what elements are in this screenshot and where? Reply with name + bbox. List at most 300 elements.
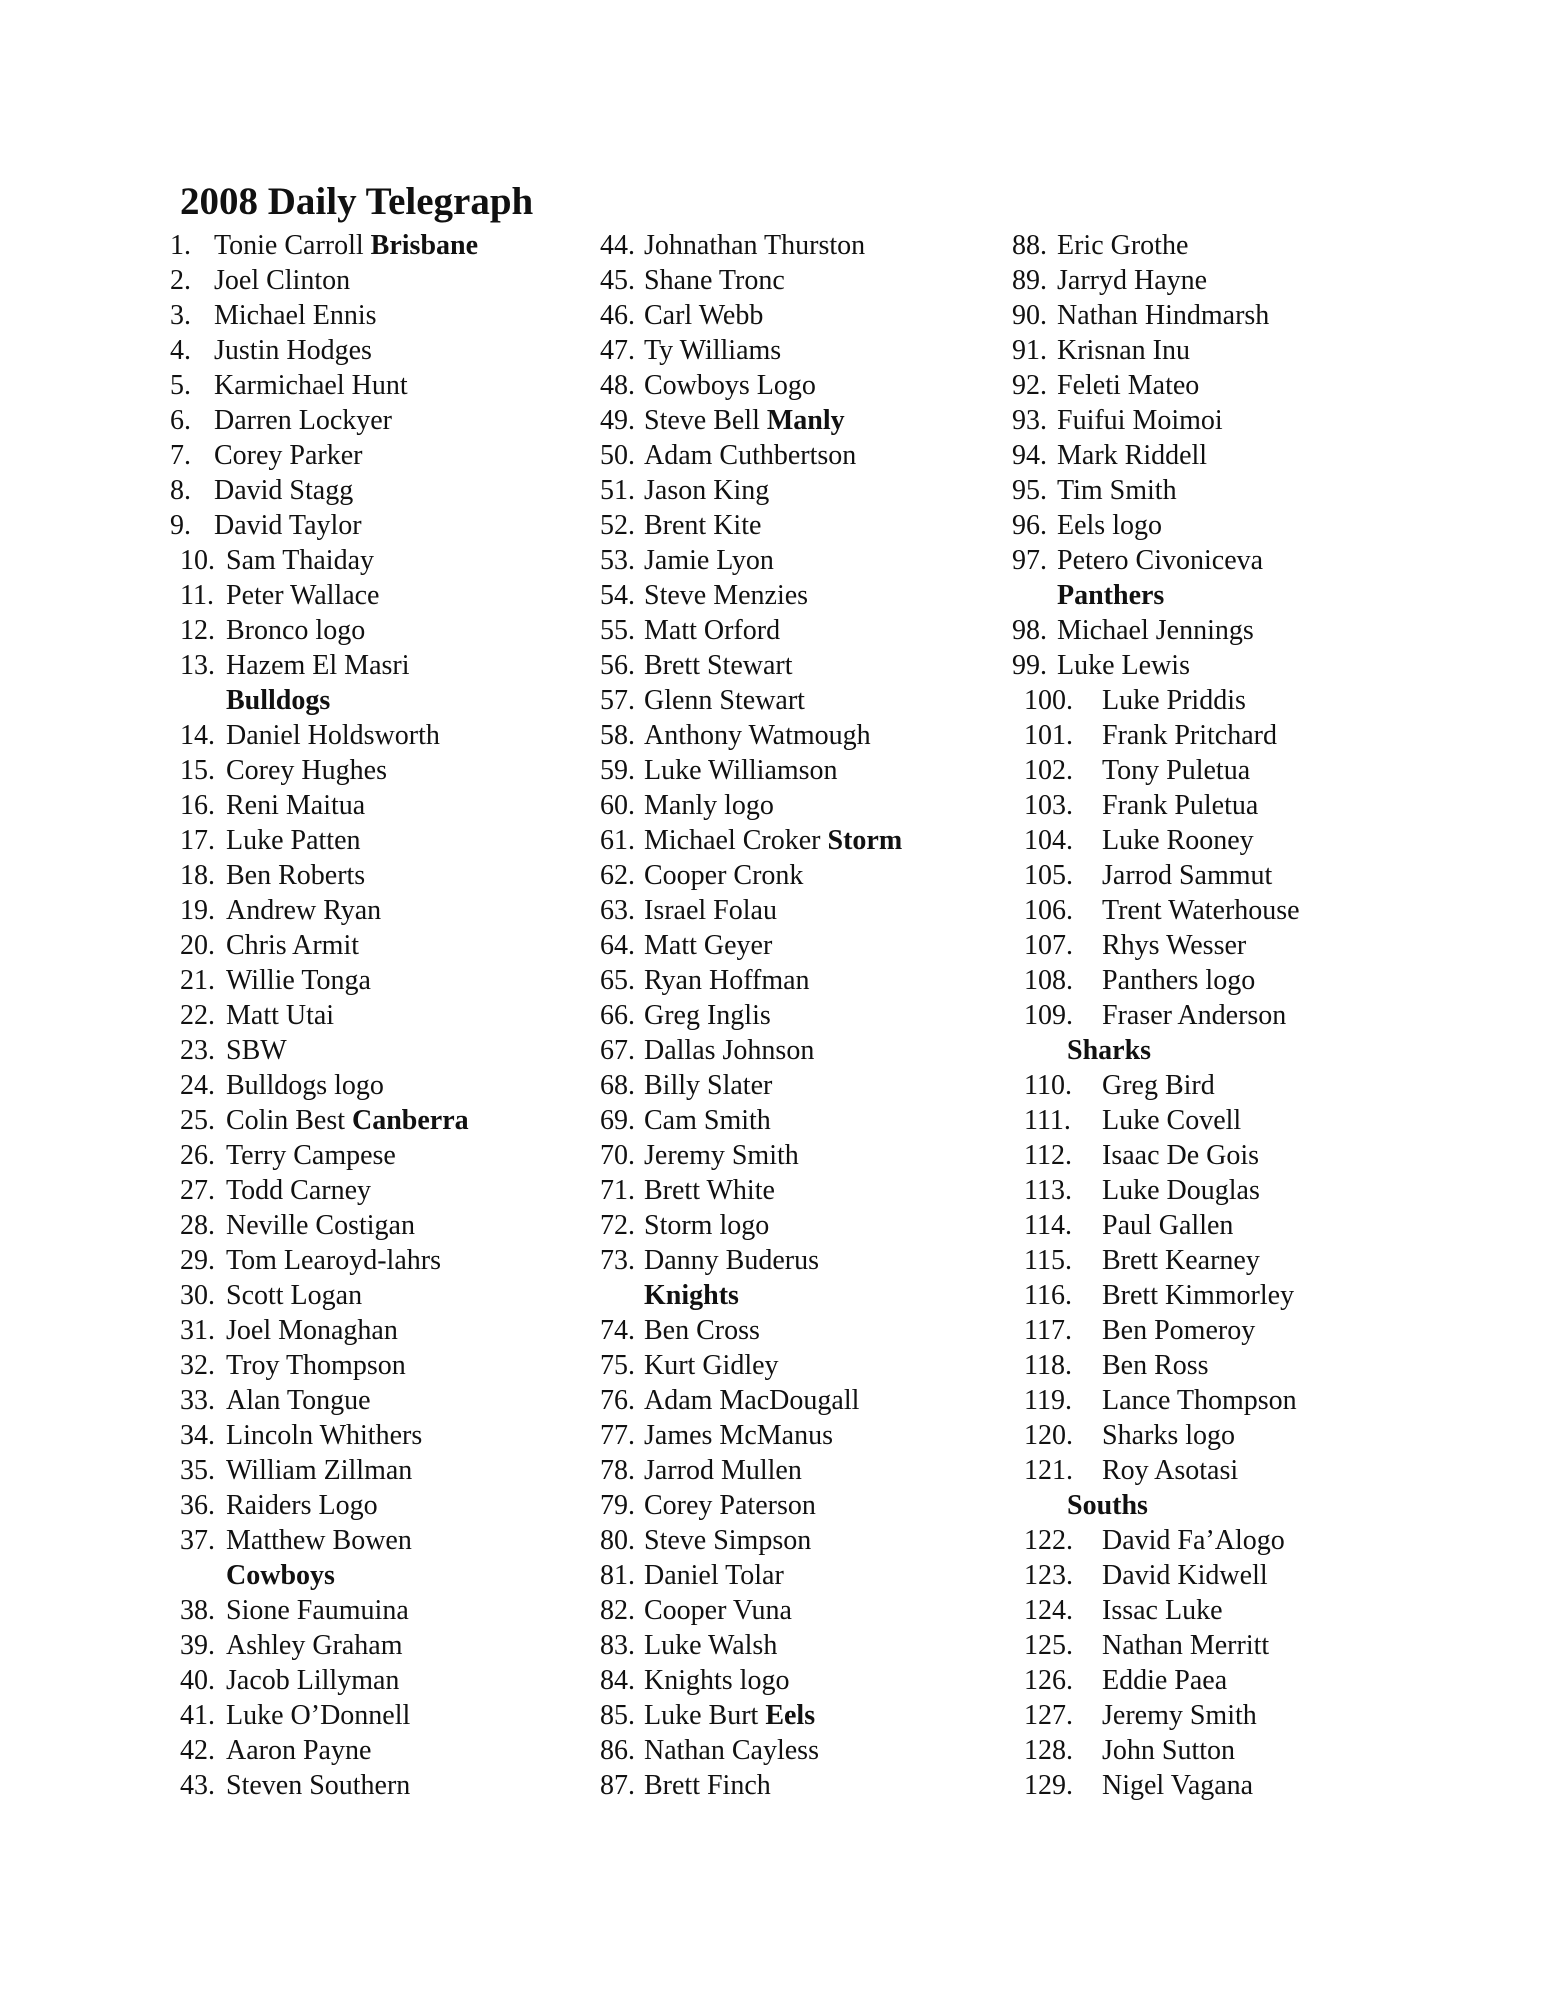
player-entry (644, 1523, 811, 1558)
list-item (1012, 263, 1442, 298)
player-name: Ashley Graham (226, 1630, 403, 1661)
item-number: 33. (180, 1385, 215, 1416)
item-number: 116. (1024, 1280, 1072, 1311)
list-item (160, 403, 560, 438)
player-entry (226, 1698, 410, 1733)
item-number: 29. (180, 1245, 215, 1276)
item-number: 34. (180, 1420, 215, 1451)
player-name: Michael Jennings (1057, 615, 1254, 646)
team-heading-label: Souths (1067, 1490, 1148, 1521)
list-item (160, 1103, 560, 1138)
player-name: Shane Tronc (644, 265, 785, 296)
list-item (590, 613, 1000, 648)
item-number: 114. (1024, 1210, 1072, 1241)
item-number: 20. (180, 930, 215, 961)
item-number: 111. (1024, 1105, 1071, 1136)
player-name: Frank Puletua (1102, 790, 1259, 821)
player-entry (214, 508, 362, 543)
player-entry (214, 438, 363, 473)
player-name: Anthony Watmough (644, 720, 871, 751)
player-entry (644, 1418, 833, 1453)
player-name: Jamie Lyon (644, 545, 774, 576)
player-name: Storm logo (644, 1210, 770, 1241)
item-number: 110. (1024, 1070, 1072, 1101)
item-number: 84. (600, 1665, 635, 1696)
item-number: 126. (1024, 1665, 1073, 1696)
list-item (160, 1768, 560, 1803)
item-number: 88. (1012, 230, 1047, 261)
item-number: 66. (600, 1000, 635, 1031)
team-heading (160, 1558, 560, 1593)
player-name: John Sutton (1102, 1735, 1236, 1766)
list-item (160, 1593, 560, 1628)
item-number: 104. (1024, 825, 1073, 856)
team-label: Canberra (352, 1105, 469, 1136)
player-entry (644, 228, 865, 263)
item-number: 100. (1024, 685, 1073, 716)
player-name: Cooper Vuna (644, 1595, 792, 1626)
list-item (1012, 438, 1442, 473)
player-name: Troy Thompson (226, 1350, 406, 1381)
list-item (590, 963, 1000, 998)
player-name: Peter Wallace (226, 580, 380, 611)
player-name: Cooper Cronk (644, 860, 804, 891)
player-name: Eddie Paea (1102, 1665, 1228, 1696)
player-name: Daniel Tolar (644, 1560, 784, 1591)
player-name: Adam MacDougall (644, 1385, 860, 1416)
item-number: 98. (1012, 615, 1047, 646)
item-number: 23. (180, 1035, 215, 1066)
list-item (160, 1348, 560, 1383)
list-item (1012, 963, 1442, 998)
player-name: Corey Parker (214, 440, 363, 471)
player-entry (226, 543, 374, 578)
list-item (1012, 1208, 1442, 1243)
list-item (590, 998, 1000, 1033)
list-item (160, 1033, 560, 1068)
player-entry (644, 473, 769, 508)
list-item (590, 368, 1000, 403)
player-entry (1102, 1628, 1269, 1663)
player-name: Willie Tonga (226, 965, 371, 996)
player-entry (226, 823, 361, 858)
player-name: Daniel Holdsworth (226, 720, 440, 751)
list-item (1012, 1663, 1442, 1698)
list-item (160, 1278, 560, 1313)
player-name: Lance Thompson (1102, 1385, 1297, 1416)
item-number: 90. (1012, 300, 1047, 331)
player-name: Nigel Vagana (1102, 1770, 1254, 1801)
list-item (590, 1488, 1000, 1523)
list-item (1012, 368, 1442, 403)
player-name: Matt Orford (644, 615, 781, 646)
player-entry (1057, 508, 1162, 543)
player-name: Panthers logo (1102, 965, 1256, 996)
player-entry (644, 1103, 771, 1138)
list-item (590, 1243, 1000, 1278)
item-number: 119. (1024, 1385, 1072, 1416)
item-number: 118. (1024, 1350, 1072, 1381)
player-entry (644, 1208, 769, 1243)
player-name: James McManus (644, 1420, 833, 1451)
item-number: 24. (180, 1070, 215, 1101)
item-number: 121. (1024, 1455, 1073, 1486)
player-entry (1102, 1103, 1241, 1138)
team-heading-label: Panthers (1057, 580, 1165, 611)
item-number: 128. (1024, 1735, 1073, 1766)
list-item (590, 1523, 1000, 1558)
player-name: Ben Roberts (226, 860, 366, 891)
card-list-column-1 (160, 228, 560, 1803)
list-item (160, 788, 560, 823)
item-number: 112. (1024, 1140, 1072, 1171)
list-item (160, 1663, 560, 1698)
item-number: 76. (600, 1385, 635, 1416)
team-heading-label: Sharks (1067, 1035, 1152, 1066)
list-item (1012, 333, 1442, 368)
list-item (160, 823, 560, 858)
player-entry (644, 823, 902, 858)
player-entry (1102, 1558, 1268, 1593)
item-number: 96. (1012, 510, 1047, 541)
player-name: Jason King (644, 475, 770, 506)
player-name: Brent Kite (644, 510, 762, 541)
player-entry (1102, 1208, 1233, 1243)
card-list-column-2 (590, 228, 1000, 1803)
player-entry (1057, 438, 1207, 473)
player-name: Corey Hughes (226, 755, 387, 786)
item-number: 25. (180, 1105, 215, 1136)
item-number: 67. (600, 1035, 635, 1066)
player-entry (1102, 998, 1286, 1033)
player-entry (226, 1348, 406, 1383)
list-item (590, 403, 1000, 438)
item-number: 7. (170, 440, 191, 471)
player-entry (1057, 228, 1188, 263)
player-entry (644, 1663, 789, 1698)
player-entry (226, 1208, 415, 1243)
player-name: Nathan Merritt (1102, 1630, 1270, 1661)
player-entry (226, 1418, 422, 1453)
player-entry (644, 858, 803, 893)
player-entry (1102, 1698, 1257, 1733)
player-entry (226, 998, 334, 1033)
player-name: Steve Simpson (644, 1525, 812, 1556)
list-item (1012, 823, 1442, 858)
player-name: Steve Menzies (644, 580, 809, 611)
player-name: Jarrod Sammut (1102, 860, 1273, 891)
list-item (590, 508, 1000, 543)
player-name: Johnathan Thurston (644, 230, 866, 261)
player-entry (644, 893, 777, 928)
player-entry (1102, 893, 1300, 928)
player-name: Luke Priddis (1102, 685, 1246, 716)
player-name: Steven Southern (226, 1770, 411, 1801)
item-number: 32. (180, 1350, 215, 1381)
player-entry (226, 1663, 399, 1698)
player-name: Hazem El Masri (226, 650, 410, 681)
team-label: Brisbane (370, 230, 479, 261)
player-name: Manly logo (644, 790, 774, 821)
player-entry (226, 1173, 371, 1208)
item-number: 10. (180, 545, 215, 576)
item-number: 74. (600, 1315, 635, 1346)
player-name: David Taylor (214, 510, 362, 541)
list-item (160, 1313, 560, 1348)
player-entry (226, 718, 440, 753)
list-item (160, 858, 560, 893)
list-item (590, 298, 1000, 333)
player-entry (1102, 1453, 1238, 1488)
list-item (590, 1663, 1000, 1698)
player-name: Terry Campese (226, 1140, 396, 1171)
item-number: 80. (600, 1525, 635, 1556)
player-entry (1057, 543, 1263, 578)
player-name: Brett Finch (644, 1770, 771, 1801)
player-entry (1102, 1243, 1260, 1278)
player-name: Alan Tongue (226, 1385, 371, 1416)
player-name: David Fa’Alogo (1102, 1525, 1285, 1556)
list-item (1012, 718, 1442, 753)
item-number: 18. (180, 860, 215, 891)
player-name: Neville Costigan (226, 1210, 415, 1241)
player-name: Trent Waterhouse (1102, 895, 1300, 926)
player-entry (644, 1733, 819, 1768)
player-name: Jeremy Smith (644, 1140, 799, 1171)
item-number: 78. (600, 1455, 635, 1486)
item-number: 44. (600, 230, 635, 261)
player-entry (1057, 368, 1199, 403)
item-number: 71. (600, 1175, 635, 1206)
list-item (160, 1698, 560, 1733)
item-number: 16. (180, 790, 215, 821)
list-item (590, 1313, 1000, 1348)
player-name: Luke Lewis (1057, 650, 1190, 681)
list-item (1012, 928, 1442, 963)
player-name: Luke Walsh (644, 1630, 778, 1661)
player-entry (226, 1103, 469, 1138)
list-item (1012, 788, 1442, 823)
list-item (160, 298, 560, 333)
list-item (1012, 613, 1442, 648)
player-entry (644, 963, 810, 998)
item-number: 36. (180, 1490, 215, 1521)
item-number: 120. (1024, 1420, 1073, 1451)
list-item (160, 1523, 560, 1558)
list-item (590, 1453, 1000, 1488)
list-item (160, 368, 560, 403)
player-entry (1102, 1593, 1223, 1628)
list-item (1012, 1348, 1442, 1383)
player-entry (214, 368, 408, 403)
item-number: 64. (600, 930, 635, 961)
list-item (590, 263, 1000, 298)
player-name: Jarrod Mullen (644, 1455, 802, 1486)
list-item (1012, 1768, 1442, 1803)
item-number: 48. (600, 370, 635, 401)
list-item (1012, 683, 1442, 718)
player-entry (226, 648, 410, 683)
player-entry (226, 1628, 403, 1663)
player-name: Ryan Hoffman (644, 965, 810, 996)
list-item (590, 1138, 1000, 1173)
list-item (1012, 1173, 1442, 1208)
player-name: Reni Maitua (226, 790, 366, 821)
list-item (590, 1103, 1000, 1138)
player-entry (1102, 1768, 1253, 1803)
player-name: Colin Best (226, 1105, 346, 1136)
item-number: 15. (180, 755, 215, 786)
list-item (160, 473, 560, 508)
player-name: Israel Folau (644, 895, 777, 926)
list-item (1012, 1383, 1442, 1418)
list-item (590, 438, 1000, 473)
item-number: 13. (180, 650, 215, 681)
item-number: 14. (180, 720, 215, 751)
item-number: 54. (600, 580, 635, 611)
player-entry (226, 893, 381, 928)
item-number: 87. (600, 1770, 635, 1801)
item-number: 37. (180, 1525, 215, 1556)
player-name: Sam Thaiday (226, 545, 375, 576)
player-entry (644, 1138, 799, 1173)
item-number: 22. (180, 1000, 215, 1031)
list-item (160, 333, 560, 368)
player-entry (1102, 823, 1254, 858)
item-number: 12. (180, 615, 215, 646)
list-item (590, 1593, 1000, 1628)
list-item (1012, 403, 1442, 438)
player-name: Billy Slater (644, 1070, 773, 1101)
item-number: 30. (180, 1280, 215, 1311)
player-entry (226, 1033, 287, 1068)
player-entry (1102, 1418, 1235, 1453)
item-number: 63. (600, 895, 635, 926)
list-item (1012, 1733, 1442, 1768)
player-entry (1102, 963, 1255, 998)
player-entry (644, 263, 785, 298)
player-name: Knights logo (644, 1665, 790, 1696)
player-name: Frank Pritchard (1102, 720, 1277, 751)
list-item (160, 1208, 560, 1243)
player-name: Adam Cuthbertson (644, 440, 857, 471)
item-number: 99. (1012, 650, 1047, 681)
player-entry (226, 858, 365, 893)
team-heading (1012, 578, 1442, 613)
list-item (160, 263, 560, 298)
player-name: Nathan Cayless (644, 1735, 819, 1766)
player-name: Greg Inglis (644, 1000, 771, 1031)
list-item (590, 858, 1000, 893)
player-entry (226, 1453, 412, 1488)
list-item (1012, 1418, 1442, 1453)
player-name: Darren Lockyer (214, 405, 393, 436)
list-item (1012, 1628, 1442, 1663)
list-item (590, 753, 1000, 788)
list-item (160, 753, 560, 788)
item-number: 82. (600, 1595, 635, 1626)
player-name: William Zillman (226, 1455, 413, 1486)
player-entry (644, 998, 771, 1033)
player-name: Justin Hodges (214, 335, 372, 366)
player-entry (226, 1243, 441, 1278)
player-name: Paul Gallen (1102, 1210, 1234, 1241)
list-item (1012, 1698, 1442, 1733)
player-name: Fuifui Moimoi (1057, 405, 1223, 436)
item-number: 47. (600, 335, 635, 366)
item-number: 28. (180, 1210, 215, 1241)
player-name: Andrew Ryan (226, 895, 382, 926)
player-entry (226, 613, 365, 648)
list-item (1012, 508, 1442, 543)
list-item (1012, 543, 1442, 578)
player-entry (644, 1173, 775, 1208)
player-entry (226, 1593, 409, 1628)
list-item (1012, 1593, 1442, 1628)
list-item (1012, 1558, 1442, 1593)
player-name: Matt Utai (226, 1000, 335, 1031)
player-name: Karmichael Hunt (214, 370, 408, 401)
player-entry (226, 1313, 398, 1348)
item-number: 65. (600, 965, 635, 996)
player-name: Luke O’Donnell (226, 1700, 411, 1731)
team-heading (1012, 1033, 1442, 1068)
item-number: 129. (1024, 1770, 1073, 1801)
item-number: 55. (600, 615, 635, 646)
player-entry (644, 403, 845, 438)
player-name: Ben Ross (1102, 1350, 1209, 1381)
player-name: Lincoln Whithers (226, 1420, 423, 1451)
player-name: Petero Civoniceva (1057, 545, 1264, 576)
item-number: 105. (1024, 860, 1073, 891)
list-item (1012, 1453, 1442, 1488)
player-name: Brett Kearney (1102, 1245, 1260, 1276)
player-entry (644, 788, 774, 823)
item-number: 91. (1012, 335, 1047, 366)
player-entry (214, 473, 353, 508)
player-entry (644, 1593, 792, 1628)
list-item (590, 333, 1000, 368)
player-name: Michael Ennis (214, 300, 377, 331)
item-number: 125. (1024, 1630, 1073, 1661)
player-name: Brett White (644, 1175, 775, 1206)
item-number: 56. (600, 650, 635, 681)
player-name: Tim Smith (1057, 475, 1177, 506)
list-item (590, 1033, 1000, 1068)
item-number: 89. (1012, 265, 1047, 296)
player-entry (644, 1243, 819, 1278)
item-number: 21. (180, 965, 215, 996)
list-item (160, 1733, 560, 1768)
player-name: Brett Kimmorley (1102, 1280, 1295, 1311)
item-number: 53. (600, 545, 635, 576)
player-entry (644, 928, 772, 963)
list-item (590, 928, 1000, 963)
player-name: Tony Puletua (1102, 755, 1251, 786)
item-number: 62. (600, 860, 635, 891)
item-number: 2. (170, 265, 191, 296)
item-number: 60. (600, 790, 635, 821)
item-number: 107. (1024, 930, 1073, 961)
player-entry (1102, 928, 1246, 963)
item-number: 124. (1024, 1595, 1073, 1626)
item-number: 92. (1012, 370, 1047, 401)
item-number: 26. (180, 1140, 215, 1171)
item-number: 9. (170, 510, 191, 541)
player-name: Issac Luke (1102, 1595, 1223, 1626)
list-item (160, 648, 560, 683)
item-number: 77. (600, 1420, 635, 1451)
